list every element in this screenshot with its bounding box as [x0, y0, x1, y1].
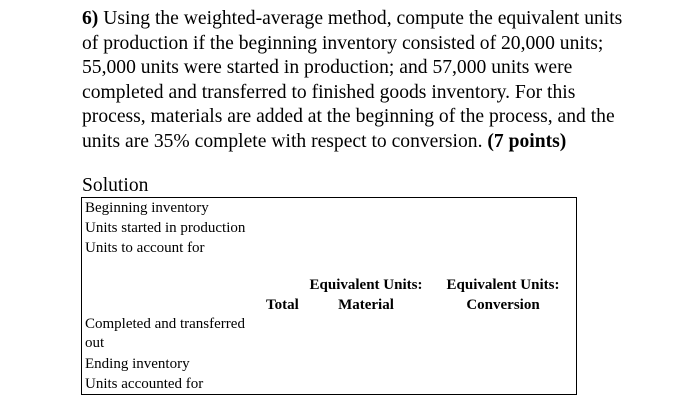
header-total: Total [266, 297, 299, 313]
header-conversion-line1: Equivalent Units: [446, 277, 560, 293]
question-number: 6) [82, 8, 99, 29]
row-units-to-account-for: Units to account for [85, 240, 205, 256]
header-material-line2: Material [338, 297, 394, 313]
question-body: Using the weighted-average method, compute the equivalent units of production if the beginning inventory consisted of 20,000 units; 55,000 units were started in production; and 57,000 units were completed and transferred to finished goods inventory. For this process, materials are added at the beginning of the process, and the units are 35% complete with respect to conversion. [82, 8, 623, 152]
row-ending-inventory: Ending inventory [85, 356, 190, 372]
question-points: (7 points) [487, 130, 567, 152]
solution-label: Solution [82, 175, 149, 196]
row-beginning-inventory: Beginning inventory [85, 200, 209, 216]
solution-table [81, 197, 577, 395]
row-completed-transferred-out: Completed and transferred out [85, 316, 245, 351]
header-conversion-line2: Conversion [466, 297, 540, 313]
question-text [82, 7, 642, 154]
row-units-started: Units started in production [85, 220, 246, 236]
header-material-line1: Equivalent Units: [309, 277, 423, 293]
row-units-accounted-for: Units accounted for [85, 376, 204, 392]
